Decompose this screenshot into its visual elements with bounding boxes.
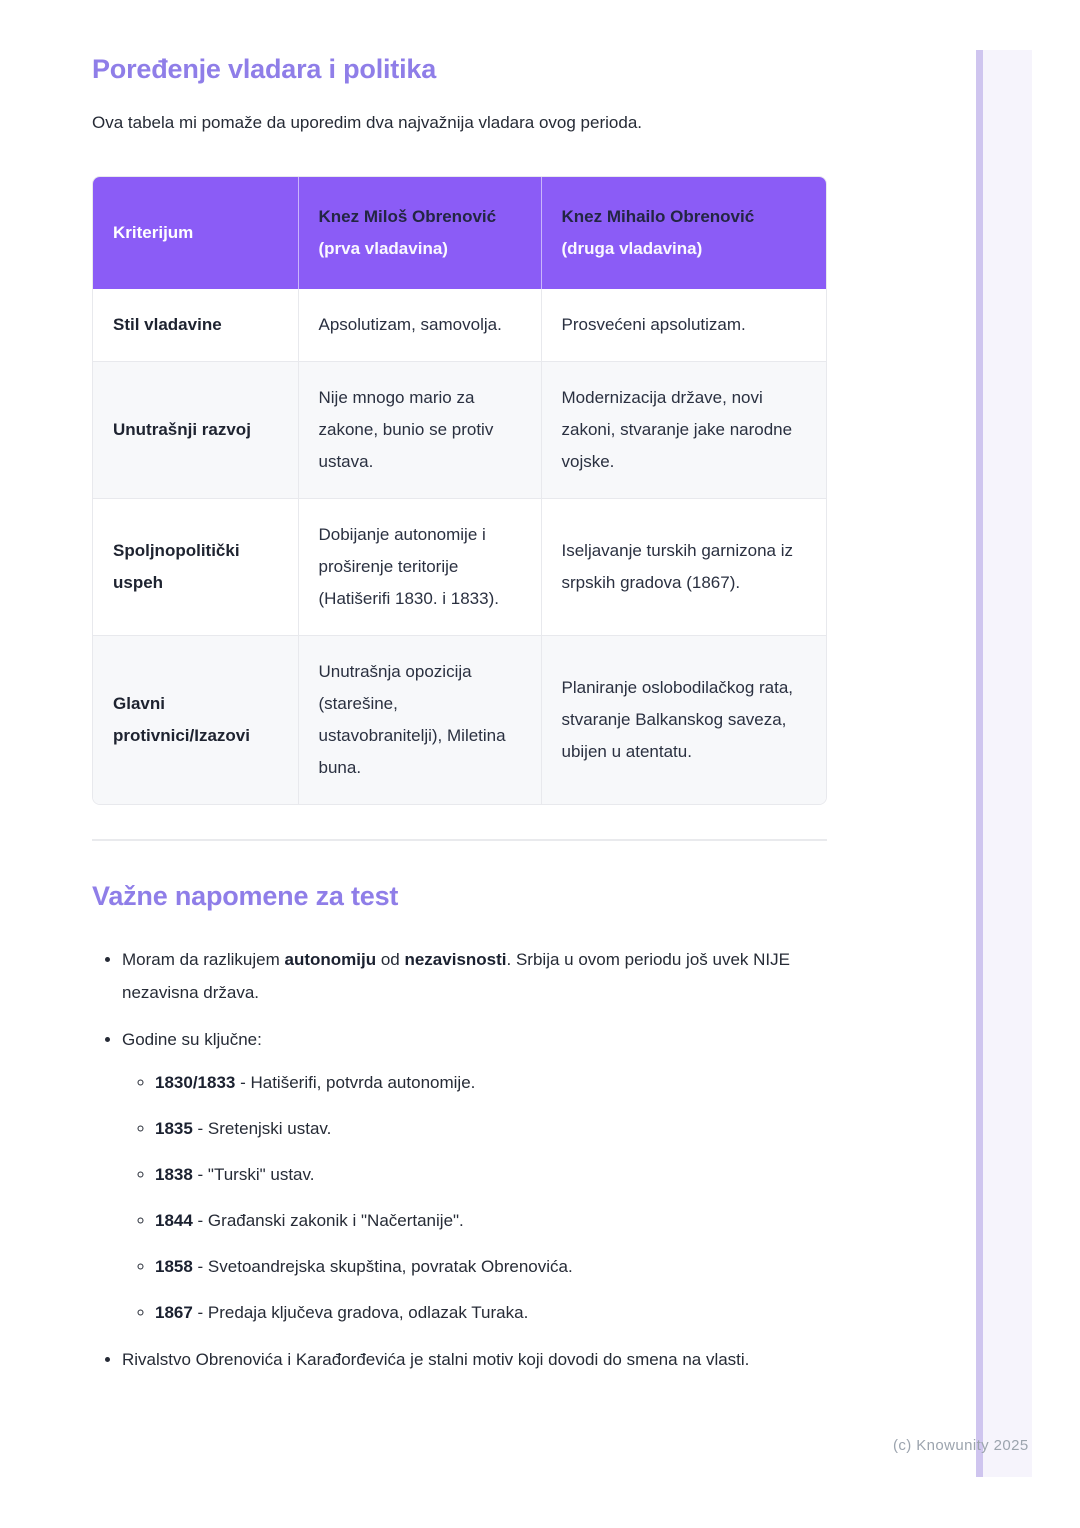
comparison-table: [93, 177, 827, 804]
table-header-milos: [298, 177, 541, 289]
cell-mihailo-uspeh: Iseljavanje turskih garnizona iz srpskih gradova (1867).: [541, 499, 827, 636]
row-label-spoljnopoliticki-uspeh: Spoljnopolitički uspeh: [93, 499, 298, 636]
copyright-footer: (c) Knowunity 2025: [893, 1437, 1029, 1454]
year-text: - Hatišerifi, potvrda autonomije.: [235, 1073, 476, 1092]
table-row: [93, 499, 827, 636]
year-text: - Svetoandrejska skupština, povratak Obrenovića.: [192, 1257, 573, 1276]
section-title-notes: Važne napomene za test: [92, 881, 399, 911]
cell-mihailo-protivnici: Planiranje oslobodilačkog rata, stvaranje Balkanskog saveza, ubijen u atentatu.: [541, 636, 827, 805]
year-text: - Građanski zakonik i "Načertanije".: [192, 1211, 464, 1230]
note-text: . Srbija u ovom periodu još uvek NIJE nezavisna država.: [122, 950, 790, 1002]
cell-milos-protivnici: Unutrašnja opozicija (starešine, ustavobranitelji), Miletina buna.: [298, 636, 541, 805]
cell-mihailo-razvoj: Modernizacija države, novi zakoni, stvaranje jake narodne vojske.: [541, 362, 827, 499]
year-item-1835: [155, 1112, 790, 1145]
years-list: [122, 1066, 790, 1329]
note-text: od: [376, 950, 405, 969]
note-bold-nezavisnosti: nezavisnosti: [404, 950, 507, 969]
cell-mihailo-stil: Prosvećeni apsolutizam.: [541, 289, 827, 362]
year-text: - Predaja ključeva gradova, odlazak Turaka.: [192, 1303, 529, 1322]
year-text: - Sretenjski ustav.: [192, 1119, 332, 1138]
note-item-autonomija: [122, 943, 790, 1009]
intro-paragraph: Ova tabela mi pomaže da uporedim dva najvažnija vladara ovog perioda.: [92, 113, 642, 132]
year-item-1867: [155, 1296, 790, 1329]
section-divider: [92, 839, 827, 841]
document-content: [92, 0, 827, 1390]
table-header-kriterijum: Kriterijum: [93, 177, 298, 289]
table-row: [93, 289, 827, 362]
cell-milos-uspeh: Dobijanje autonomije i proširenje teritorije (Hatišerifi 1830. i 1833).: [298, 499, 541, 636]
year-item-1844: [155, 1204, 790, 1237]
year-value: 1867: [155, 1303, 193, 1322]
year-value: 1835: [155, 1119, 193, 1138]
row-label-unutrasnji-razvoj: Unutrašnji razvoj: [93, 362, 298, 499]
header-mihailo-name: Knez Mihailo Obrenović: [561, 207, 755, 226]
cell-milos-razvoj: Nije mnogo mario za zakone, bunio se protiv ustava.: [298, 362, 541, 499]
row-label-stil-vladavine: Stil vladavine: [93, 289, 298, 362]
table-header-row: [93, 177, 827, 289]
note-text: Godine su ključne:: [122, 1030, 262, 1049]
note-item-godine: [122, 1023, 790, 1329]
section-title-comparison: Poređenje vladara i politika: [92, 54, 437, 84]
note-bold-autonomiju: autonomiju: [284, 950, 377, 969]
notes-list: [92, 943, 827, 1376]
note-text: Moram da razlikujem: [122, 950, 285, 969]
year-item-1830: [155, 1066, 790, 1099]
header-milos-name: Knez Miloš Obrenović: [318, 207, 497, 226]
table-header-mihailo: [541, 177, 827, 289]
year-value: 1858: [155, 1257, 193, 1276]
year-value: 1838: [155, 1165, 193, 1184]
page-edge-panel: [983, 50, 1032, 1477]
table-row: [93, 362, 827, 499]
comparison-table-container: [92, 176, 827, 805]
note-item-rivalstvo: • Rivalstvo Obrenovića i Karađorđevića je stalni motiv koji dovodi do smena na vlasti.: [122, 1343, 790, 1376]
page-edge-stripe: [976, 50, 983, 1477]
table-row: [93, 636, 827, 805]
year-text: - "Turski" ustav.: [192, 1165, 315, 1184]
year-value: 1844: [155, 1211, 193, 1230]
header-milos-subtitle: (prva vladavina): [318, 239, 448, 258]
header-mihailo-subtitle: (druga vladavina): [561, 239, 703, 258]
year-value: 1830/1833: [155, 1073, 236, 1092]
year-item-1838: [155, 1158, 790, 1191]
year-item-1858: [155, 1250, 790, 1283]
row-label-glavni-protivnici: Glavni protivnici/Izazovi: [93, 636, 298, 805]
cell-milos-stil: Apsolutizam, samovolja.: [298, 289, 541, 362]
